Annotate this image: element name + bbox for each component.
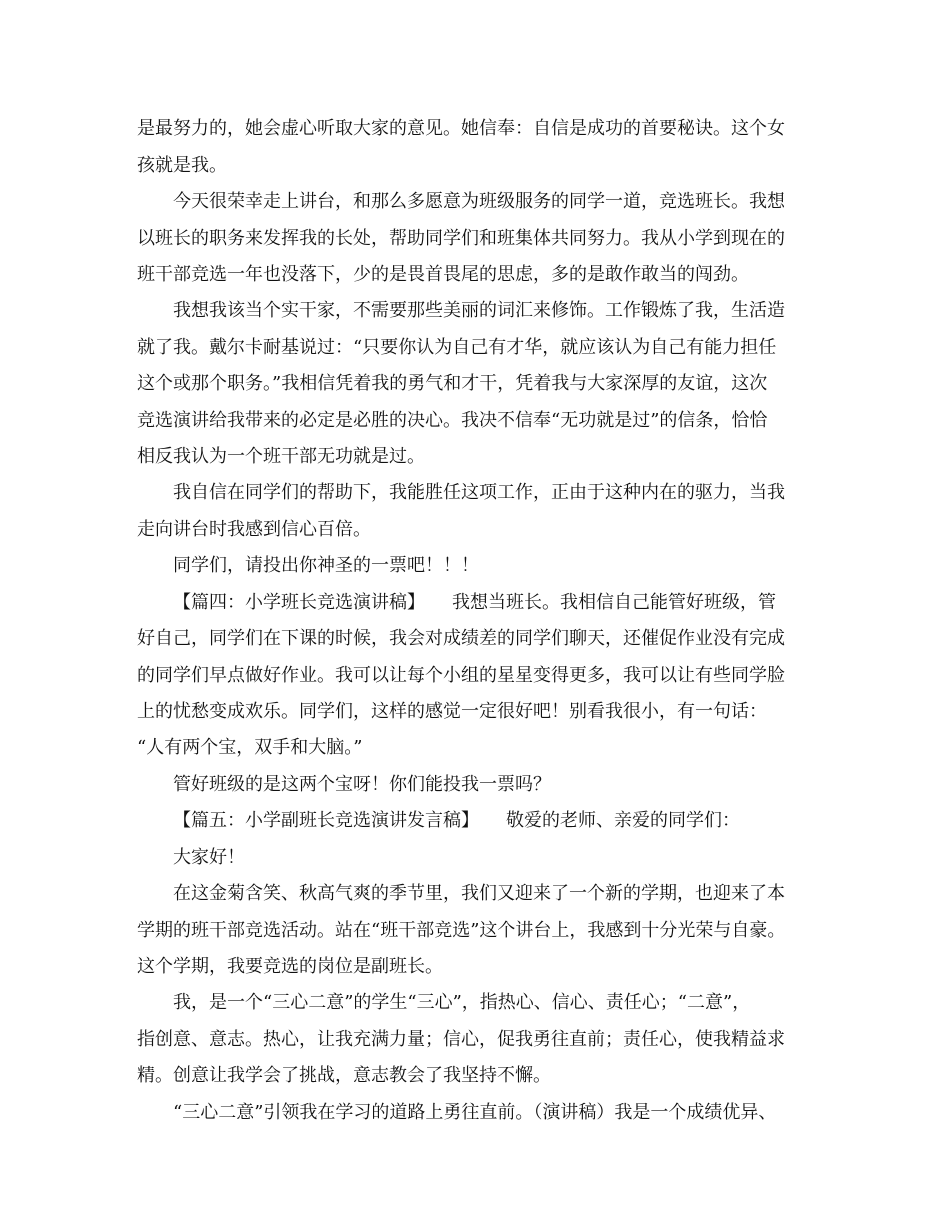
text-line: 大家好！: [173, 847, 245, 868]
text-line: 以班长的职务来发挥我的长处，帮助同学们和班集体共同努力。我从小学到现在的: [137, 228, 785, 249]
text-line: 班干部竞选一年也没落下，少的是畏首畏尾的思虑，多的是敢作敢当的闯劲。: [137, 264, 749, 285]
text-line: 就了我。戴尔卡耐基说过：“只要你认为自己有才华，就应该认为自己有能力担任: [137, 337, 777, 358]
text-line: 学期的班干部竞选活动。站在“班干部竞选”这个讲台上，我感到十分光荣与自豪。: [137, 920, 786, 941]
text-line: 是最努力的，她会虚心听取大家的意见。她信奉：自信是成功的首要秘诀。这个女: [137, 118, 785, 139]
text-line: 同学们，请投出你神圣的一票吧！！！: [173, 555, 479, 576]
text-line: 在这金菊含笑、秋高气爽的季节里，我们又迎来了一个新的学期，也迎来了本: [173, 883, 785, 904]
text-line: 竞选演讲给我带来的必定是必胜的决心。我决不信奉“无功就是过”的信条，恰恰: [137, 410, 768, 431]
text-line: 走向讲台时我感到信心百倍。: [137, 519, 371, 540]
text-line: “三心二意”引领我在学习的道路上勇往直前。（演讲稿）我是一个成绩优异、: [173, 1102, 777, 1123]
section-heading-line: 【篇四：小学班长竞选演讲稿】 我想当班长。我相信自己能管好班级，管: [173, 592, 776, 613]
text-line: 上的忧愁变成欢乐。同学们，这样的感觉一定很好吧！别看我很小，有一句话：: [137, 701, 767, 722]
text-line: 的同学们早点做好作业。我可以让每个小组的星星变得更多，我可以让有些同学脸: [137, 665, 785, 686]
text-line: 今天很荣幸走上讲台，和那么多愿意为班级服务的同学一道，竞选班长。我想: [173, 191, 785, 212]
text-line: 相反我认为一个班干部无功就是过。: [137, 446, 425, 467]
section-heading-line: 【篇五：小学副班长竞选演讲发言稿】 敬爱的老师、亲爱的同学们：: [173, 810, 740, 831]
text-line: 我自信在同学们的帮助下，我能胜任这项工作，正由于这种内在的驱力，当我: [173, 482, 785, 503]
text-line: 好自己，同学们在下课的时候，我会对成绩差的同学们聊天，还催促作业没有完成: [137, 628, 785, 649]
text-line: 孩就是我。: [137, 155, 227, 176]
text-line: 我想我该当个实干家，不需要那些美丽的词汇来修饰。工作锻炼了我，生活造: [173, 300, 785, 321]
text-line: “人有两个宝，双手和大脑。”: [137, 737, 363, 758]
text-line: 指创意、意志。热心，让我充满力量；信心，促我勇往直前；责任心，使我精益求: [137, 1029, 785, 1050]
text-line: 我，是一个“三心二意”的学生“三心”，指热心、信心、责任心；“二意”，: [173, 992, 751, 1013]
text-line: 这个或那个职务。”我相信凭着我的勇气和才干，凭着我与大家深厚的友谊，这次: [137, 373, 768, 394]
text-line: 管好班级的是这两个宝呀！你们能投我一票吗？: [173, 774, 551, 795]
text-line: 精。创意让我学会了挑战，意志教会了我坚持不懈。: [137, 1065, 551, 1086]
text-line: 这个学期，我要竞选的岗位是副班长。: [137, 956, 443, 977]
